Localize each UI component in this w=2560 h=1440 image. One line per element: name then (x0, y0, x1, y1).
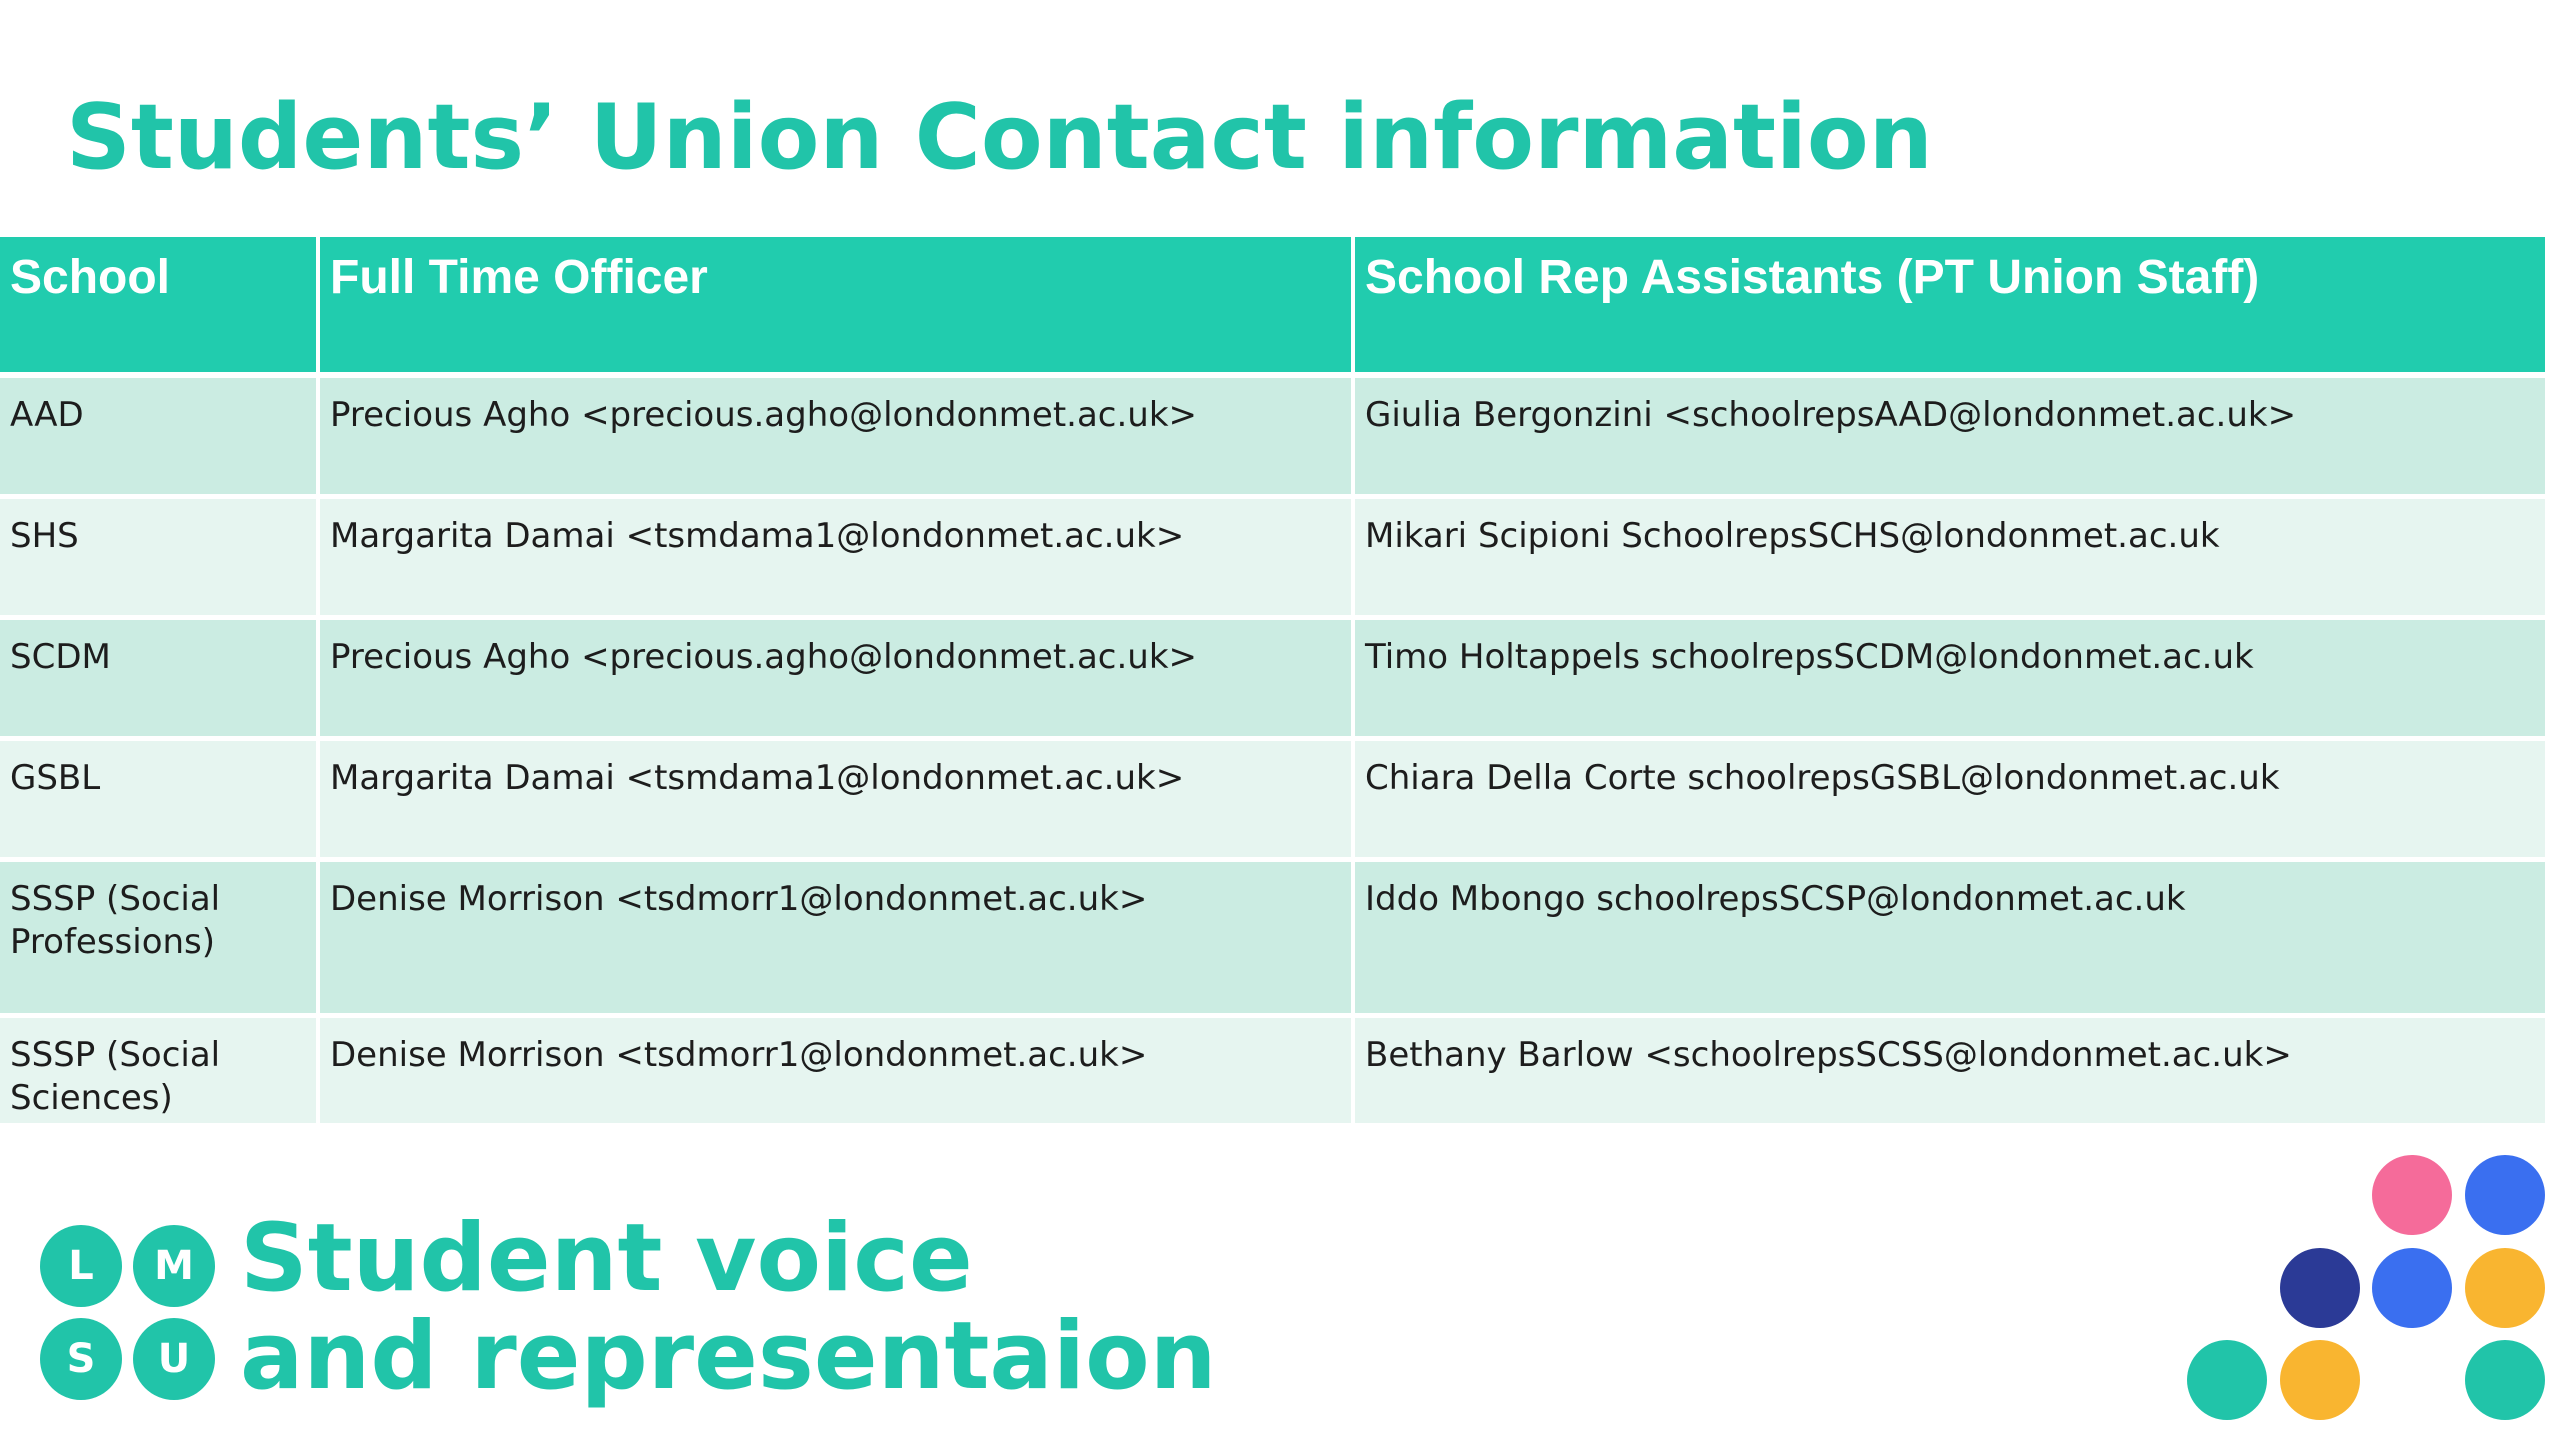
teal-dot-decoration (2465, 1340, 2545, 1420)
school-cell: GSBL (0, 738, 318, 859)
officer-cell: Precious Agho <precious.agho@londonmet.ac.uk> (318, 617, 1353, 738)
rep-assistant-cell: Chiara Della Corte schoolrepsGSBL@londonmet.ac.uk (1353, 738, 2545, 859)
tagline-line-2: and representaion (240, 1302, 1217, 1411)
logo-letter-l: L (40, 1225, 122, 1307)
lmsu-logo (40, 1225, 220, 1415)
table-row (0, 1015, 2545, 1125)
column-header-school-rep-assistants: School Rep Assistants (PT Union Staff) (1353, 237, 2545, 375)
officer-cell: Margarita Damai <tsmdama1@londonmet.ac.uk> (318, 496, 1353, 617)
logo-letter-m: M (133, 1225, 215, 1307)
pink-dot-decoration (2372, 1155, 2452, 1235)
table-row (0, 738, 2545, 859)
school-cell: SCDM (0, 617, 318, 738)
table-row (0, 375, 2545, 496)
rep-assistant-cell: Timo Holtappels schoolrepsSCDM@londonmet.ac.uk (1353, 617, 2545, 738)
school-cell: AAD (0, 375, 318, 496)
school-cell: SSSP (Social Professions) (0, 859, 318, 1015)
column-header-full-time-officer: Full Time Officer (318, 237, 1353, 375)
school-cell: SSSP (Social Sciences) (0, 1015, 318, 1125)
tagline (240, 1204, 1217, 1411)
officer-cell: Denise Morrison <tsdmorr1@londonmet.ac.uk> (318, 1015, 1353, 1125)
blue-dot-decoration (2372, 1248, 2452, 1328)
rep-assistant-cell: Giulia Bergonzini <schoolrepsAAD@londonmet.ac.uk> (1353, 375, 2545, 496)
officer-cell: Precious Agho <precious.agho@londonmet.ac.uk> (318, 375, 1353, 496)
table-row (0, 617, 2545, 738)
amber-dot-decoration (2280, 1340, 2360, 1420)
rep-assistant-cell: Iddo Mbongo schoolrepsSCSP@londonmet.ac.uk (1353, 859, 2545, 1015)
amber-dot-decoration (2465, 1248, 2545, 1328)
officer-cell: Margarita Damai <tsmdama1@londonmet.ac.uk> (318, 738, 1353, 859)
tagline-line-1: Student voice (240, 1204, 973, 1313)
column-header-school: School (0, 237, 318, 375)
table-header-row (0, 237, 2545, 375)
blue-dot-decoration (2465, 1155, 2545, 1235)
rep-assistant-cell: Mikari Scipioni SchoolrepsSCHS@londonmet.ac.uk (1353, 496, 2545, 617)
navy-dot-decoration (2280, 1248, 2360, 1328)
officer-cell: Denise Morrison <tsdmorr1@londonmet.ac.uk> (318, 859, 1353, 1015)
rep-assistant-cell: Bethany Barlow <schoolrepsSCSS@londonmet.ac.uk> (1353, 1015, 2545, 1125)
logo-letter-u: U (133, 1318, 215, 1400)
table-row (0, 859, 2545, 1015)
school-cell: SHS (0, 496, 318, 617)
page-title: Students’ Union Contact information (66, 85, 1933, 190)
contact-table (0, 237, 2545, 1128)
table-row (0, 496, 2545, 617)
teal-dot-decoration (2187, 1340, 2267, 1420)
logo-letter-s: S (40, 1318, 122, 1400)
